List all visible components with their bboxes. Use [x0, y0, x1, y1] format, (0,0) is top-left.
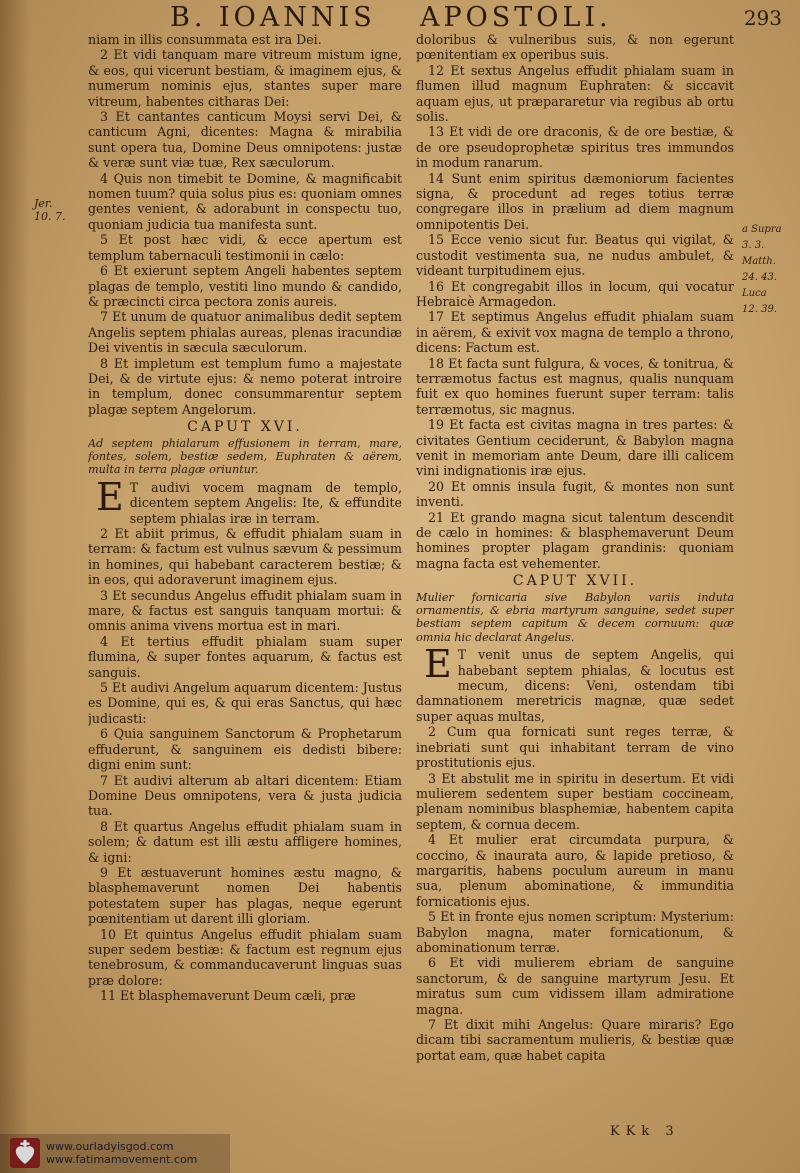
chapter-summary: Mulier fornicaria sive Babylon variis induta ornamentis, & ebria martyrum sanguine, sedet super bestiam septem capitum & decem cornuum: quæ omnia hic declarat Angelus.: [416, 590, 734, 644]
verse: 2 Et vidi tanquam mare vitreum mistum igne, & eos, qui vicerunt bestiam, & imaginem ejus, & numerum nominis ejus, stantes super mare vitreum, habentes citharas Dei:: [88, 47, 402, 109]
footer-link-fatimamovement[interactable]: www.fatimamovement.com: [46, 1153, 198, 1166]
verse: 11 Et blasphemaverunt Deum cæli, præ: [100, 988, 356, 1004]
running-header: [170, 2, 690, 32]
verse: 6 Et vidi mulierem ebriam de sanguine sanctorum, & de sanguine martyrum Jesu. Et miratus sum cum vidissem illam admiratione magna.: [416, 955, 734, 1017]
header-title-left: B. IOANNIS: [170, 2, 376, 33]
verse: 5 Et in fronte ejus nomen scriptum: Mysterium: Babylon magna, mater fornicationum, & abominationum terræ.: [416, 909, 734, 955]
verse: 4 Et tertius effudit phialam suam super flumina, & super fontes aquarum, & factus est sanguis.: [88, 633, 402, 680]
verse: 12 Et sextus Angelus effudit phialam suam in flumen illud magnum Euphraten: & siccavit aquam ejus, ut præpararetur via regibus ab ortu solis.: [416, 62, 734, 125]
verse: 6 Quia sanguinem Sanctorum & Prophetarum effuderunt, & sanguinem eis dedisti bibere: digni enim sunt:: [88, 726, 402, 773]
verse: 6 Et exierunt septem Angeli habentes septem plagas de templo, vestiti lino mundo & candido, & præcincti circa pectora zonis aureis.: [88, 263, 402, 309]
verse: 9 Et æstuaverunt homines æstu magno, & blasphemaverunt nomen Dei habentis potestatem super has plagas, neque egerunt pœnitentiam ut darent illi gloriam.: [88, 864, 402, 927]
text-column-left: [88, 32, 402, 1122]
verse: 18 Et facta sunt fulgura, & voces, & tonitrua, & terræmotus factus est magnus, qualis nunquam fuit ex quo homines fuerunt super terram: talis terræmotus, sic magnus.: [416, 355, 734, 417]
verse: 21 Et grando magna sicut talentum descendit de cælo in homines: & blasphemaverunt Deum homines propter plagam grandinis: quoniam magna facta est vehementer.: [416, 509, 734, 571]
margin-note-line: Matth.: [742, 256, 776, 267]
margin-note-line: Jer.: [34, 197, 53, 210]
footer-link-ourladyisgod[interactable]: www.ourladyisgod.com: [46, 1140, 174, 1153]
verse: 19 Et facta est civitas magna in tres partes: & civitates Gentium ceciderunt, & Babylon magna venit in memoriam ante Deum, dare illi calicem vini indignationis iræ ejus.: [416, 417, 734, 479]
verse: 4 Et mulier erat circumdata purpura, & coccino, & inaurata auro, & lapide pretioso, & margaritis, habens poculum aureum in manu sua, plenum abominatione, & immunditia fornicationis ejus.: [416, 832, 734, 909]
verse: 7 Et audivi alterum ab altari dicentem: Etiam Domine Deus omnipotens, vera & justa judicia tua.: [88, 772, 402, 819]
heart-cross-logo-icon: [10, 1138, 40, 1168]
footer-links: [46, 1140, 197, 1166]
verse: 14 Sunt enim spiritus dæmoniorum facientes signa, & procedunt ad reges totius terræ congregare illos in prælium ad diem magnum omnipotentis Dei.: [416, 170, 734, 232]
margin-note-line: 10. 7.: [34, 210, 66, 223]
verse: 5 Et post hæc vidi, & ecce apertum est templum tabernaculi testimonii in cælo:: [88, 232, 402, 263]
verse: 15 Ecce venio sicut fur. Beatus qui vigilat, & custodit vestimenta sua, ne nudus ambulet, & videant turpitudinem ejus.: [416, 232, 734, 279]
drop-cap: E: [96, 474, 124, 519]
verse-text: T venit unus de septem Angelis, qui habebant septem phialas, & locutus est mecum, dicens: Veni, ostendam tibi damnationem meretricis magnæ, quæ sedet super aquas multas,: [416, 647, 734, 724]
header-title-right: APOSTOLI.: [420, 2, 612, 33]
verse: 3 Et cantantes canticum Moysi servi Dei, & canticum Agni, dicentes: Magna & mirabilia sunt opera tua, Domine Deus omnipotens: justæ & veræ sunt viæ tuæ, Rex sæculorum.: [88, 109, 402, 171]
margin-note-line: 12. 39.: [742, 304, 777, 315]
verse-first: [416, 642, 734, 724]
chapter-heading: CAPUT XVI.: [187, 419, 303, 436]
verse: 8 Et impletum est templum fumo a majestate Dei, & de virtute ejus: & nemo poterat introire in templum, donec consummarentur septem plagæ septem Angelorum.: [88, 355, 402, 417]
chapter-heading: CAPUT XVII.: [512, 573, 638, 590]
margin-note-line: 3. 3.: [742, 240, 765, 251]
verse: 3 Et abstulit me in spiritu in desertum. Et vidi mulierem sedentem super bestiam coccineam, plenam nominibus blasphemiæ, habentem capita septem, & cornua decem.: [416, 770, 734, 832]
verse-text: T audivi vocem magnam de templo, dicentem septem Angelis: Ite, & effundite septem phialas iræ in terram.: [129, 479, 402, 526]
chapter-summary: Ad septem phialarum effusionem in terram, mare, fontes, solem, bestiæ sedem, Euphraten & aërem, multa in terra plagæ oriuntur.: [88, 436, 402, 477]
verse: 17 Et septimus Angelus effudit phialam suam in aërem, & exivit vox magna de templo a throno, dicens: Factum est.: [416, 309, 734, 356]
verse: 8 Et quartus Angelus effudit phialam suam in solem; & datum est illi æstu affligere homines, & igni:: [88, 818, 402, 865]
verse: 7 Et dixit mihi Angelus: Quare miraris? Ego dicam tibi sacramentum mulieris, & bestiæ quæ portat eam, quæ habet capita: [416, 1017, 734, 1063]
page-number: 293: [743, 6, 782, 30]
verse: 2 Cum qua fornicati sunt reges terræ, & inebriati sunt qui inhabitant terram de vino prostitutionis ejus.: [416, 724, 734, 771]
spine-shadow: [0, 0, 30, 1173]
verse: 5 Et audivi Angelum aquarum dicentem: Justus es Domine, qui es, & qui eras Sanctus, qui hæc judicasti:: [88, 680, 402, 726]
text-column-right: [416, 32, 734, 1122]
margin-note-line: 24. 43.: [742, 272, 777, 283]
verse: 16 Et congregabit illos in locum, qui vocatur Hebraicè Armagedon.: [416, 278, 734, 309]
margin-note-left: [34, 197, 78, 223]
verse: 7 Et unum de quatuor animalibus dedit septem Angelis septem phialas aureas, plenas iracundiæ Dei viventis in sæcula sæculorum.: [88, 309, 402, 356]
verse: 10 Et quintus Angelus effudit phialam suam super sedem bestiæ: & factum est regnum ejus tenebrosum, & commanducaverunt linguas suas præ dolore:: [88, 926, 402, 988]
verse: 4 Quis non timebit te Domine, & magnificabit nomen tuum? quia solus pius es: quoniam omnes gentes venient, & adorabunt in conspectu tuo, quoniam judicia tua manifesta sunt.: [88, 170, 402, 232]
margin-note-right: [742, 222, 794, 318]
verse: 2 Et abiit primus, & effudit phialam suam in terram: & factum est vulnus sævum & pessimum in homines, qui habebant caracterem bestiæ; & in eos, qui adoraverunt imaginem ejus.: [88, 526, 402, 588]
drop-cap: E: [424, 642, 452, 687]
verse: 3 Et secundus Angelus effudit phialam suam in mare, & factus est sanguis tanquam mortui: & omnis anima vivens mortua est in mari.: [88, 587, 402, 634]
verse: niam in illis consummata est ira Dei.: [88, 32, 322, 47]
verse: 13 Et vidi de ore draconis, & de ore bestiæ, & de ore pseudoprophetæ spiritus tres immundos in modum ranarum.: [416, 124, 734, 171]
margin-note-line: a Supra: [742, 224, 782, 235]
catchword-signature: KKk 3: [610, 1124, 680, 1139]
verse-first: [88, 474, 402, 526]
verse: 20 Et omnis insula fugit, & montes non sunt inventi.: [416, 478, 734, 510]
verse: doloribus & vulneribus suis, & non egerunt pœnitentiam ex operibus suis.: [416, 32, 734, 63]
margin-note-line: Luca: [742, 288, 767, 299]
